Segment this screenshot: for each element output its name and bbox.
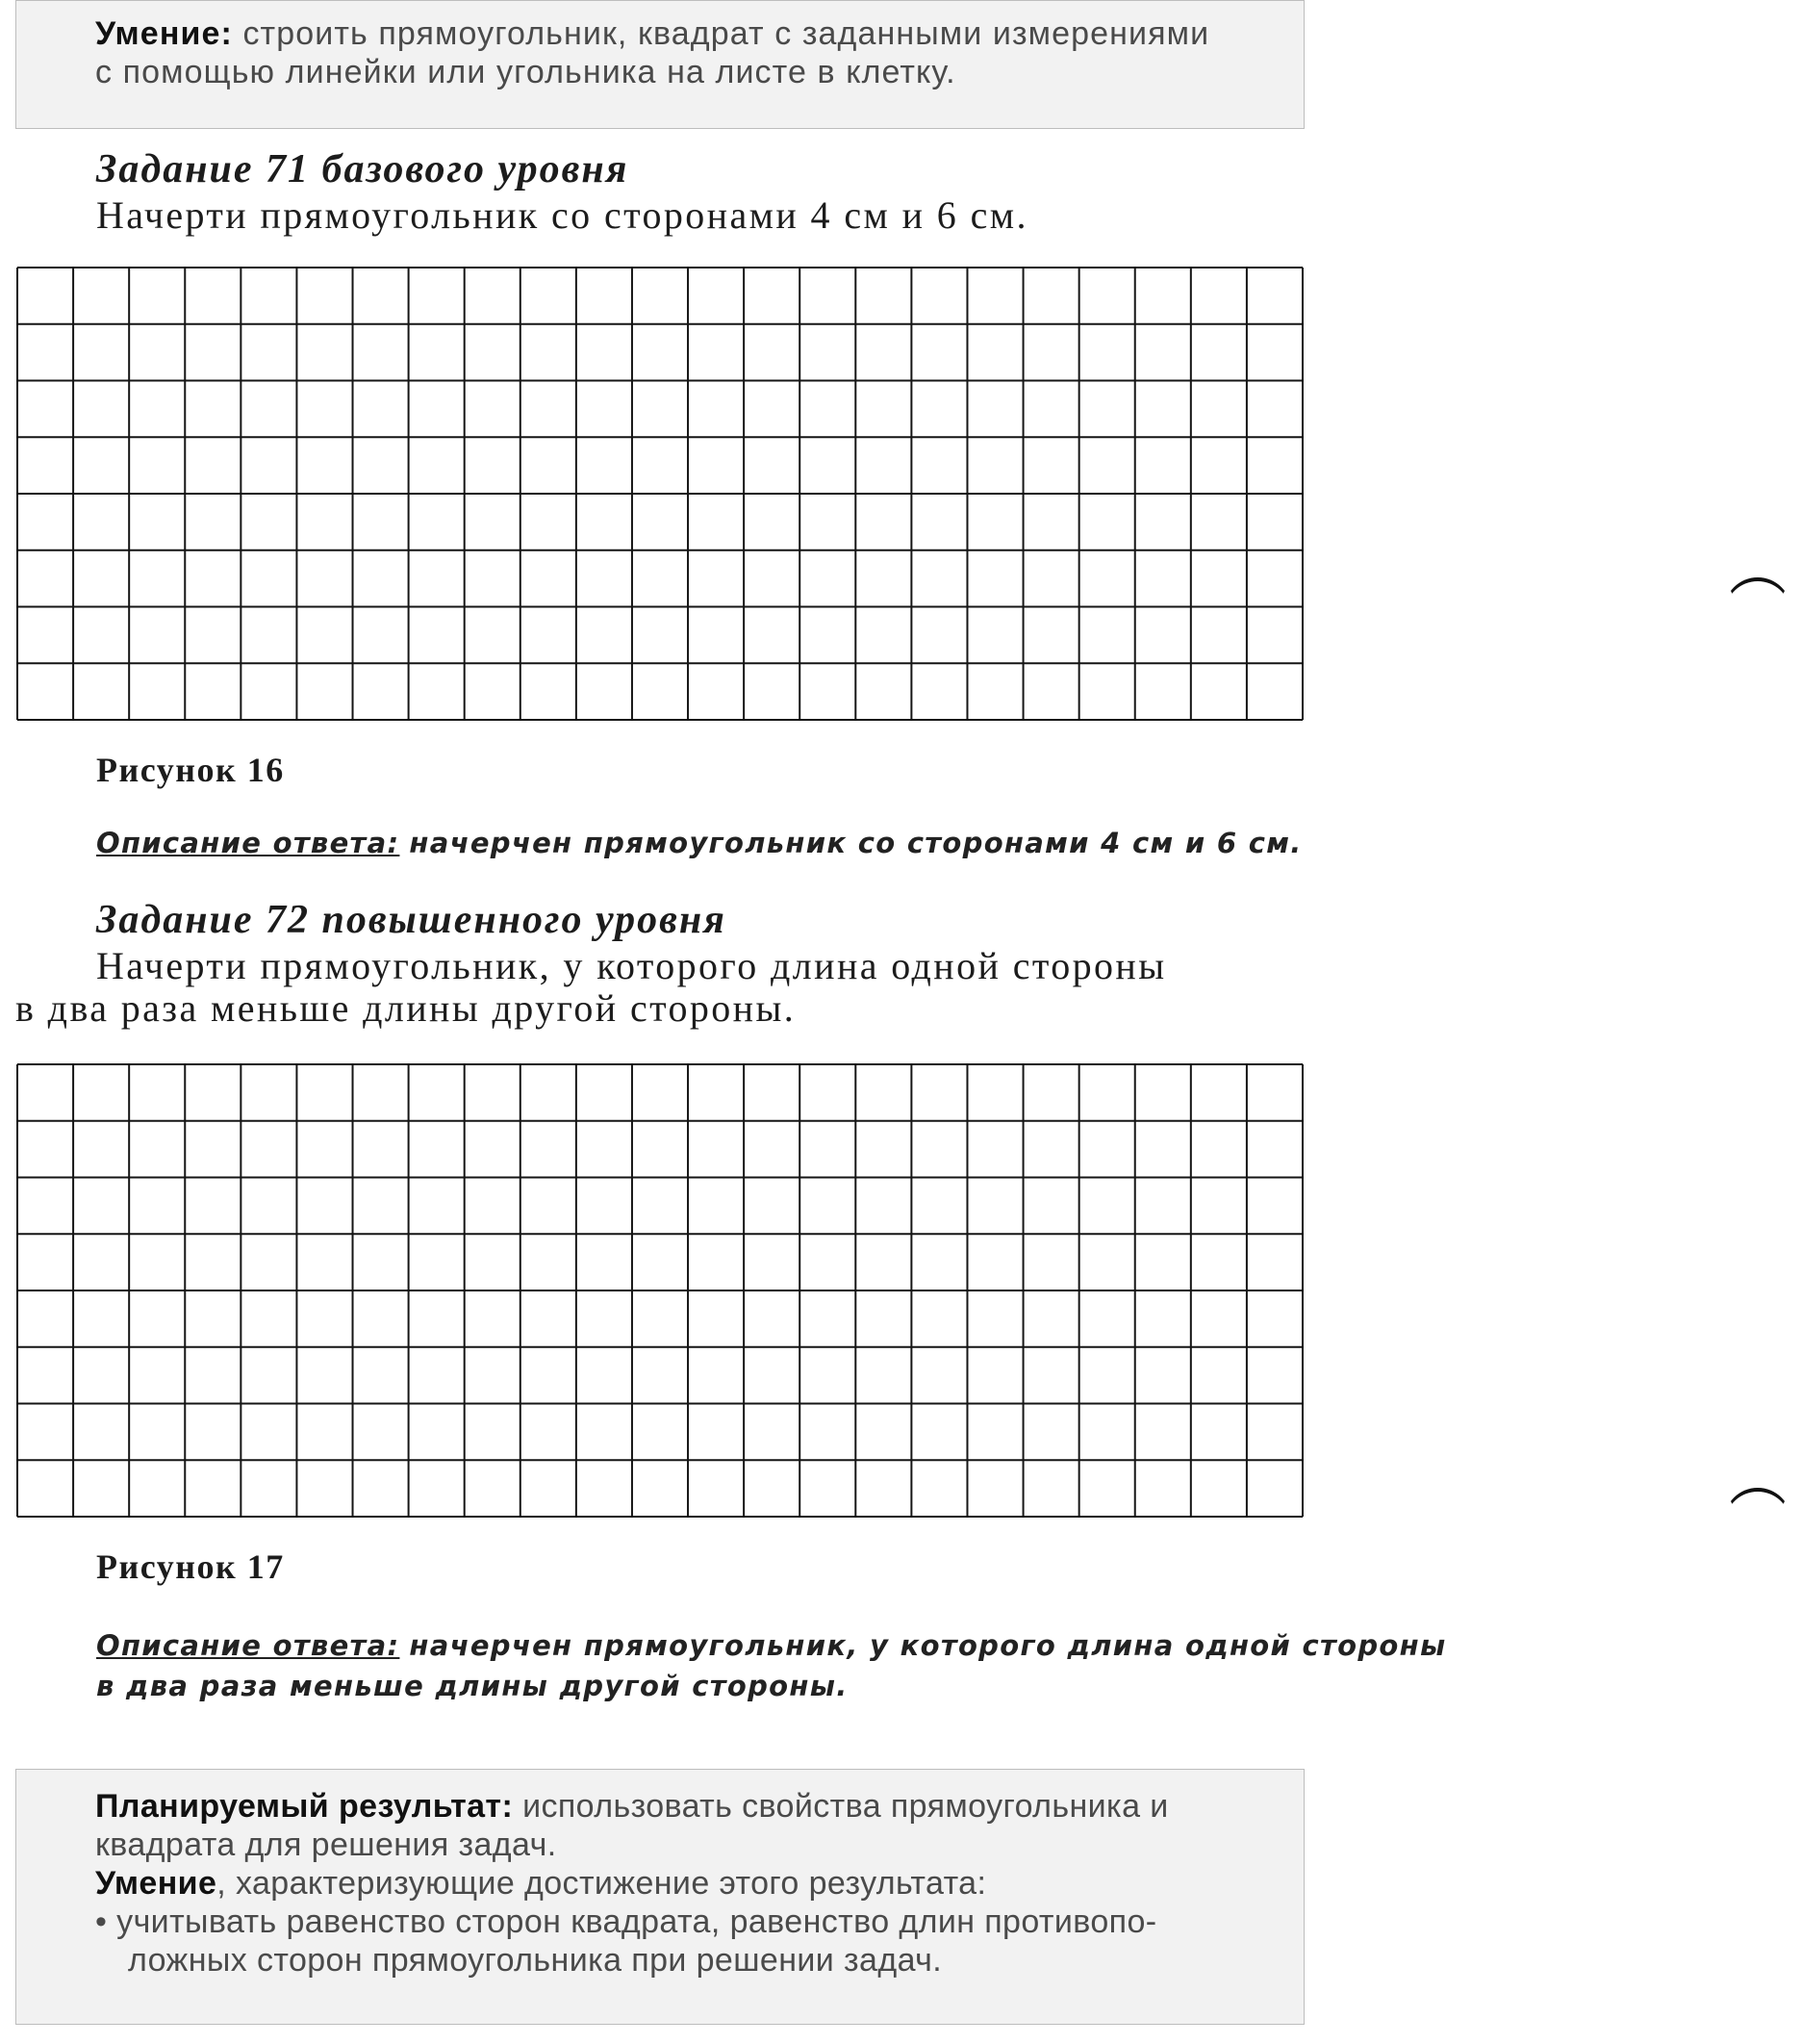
skill-text-2: с помощью линейки или угольника на листе в клетку.: [95, 54, 956, 90]
task-72-answer-line-1: [96, 1626, 1447, 1665]
binder-hole-icon: [1724, 1488, 1791, 1555]
answer-label: Описание ответа:: [96, 1629, 400, 1662]
result-text-1: использовать свойства прямоугольника и: [522, 1788, 1169, 1825]
bullet-line-1: [95, 1903, 1282, 1941]
result-text-2: квадрата для решения задач.: [95, 1827, 557, 1863]
result-line-1: [95, 1787, 1282, 1826]
binder-hole-icon: [1724, 577, 1791, 645]
planned-result-box: [15, 1769, 1305, 2025]
skill-text-bottom: , характеризующие достижение этого результата:: [216, 1865, 987, 1902]
skill-label-bottom: Умение: [95, 1865, 217, 1902]
bullet-text-1: учитывать равенство сторон квадрата, равенство длин противопо-: [116, 1903, 1157, 1940]
skill-line-1: [95, 14, 1304, 53]
task-71-answer: [96, 824, 1303, 862]
skill-line: [95, 1864, 1282, 1903]
bullet-text-2: ложных сторон прямоугольника при решении задач.: [128, 1942, 943, 1979]
task-72-answer-line-2: в два раза меньше длины другой стороны.: [96, 1670, 849, 1702]
task-71-title: Задание 71 базового уровня: [96, 147, 629, 192]
task-72-title: Задание 72 повышенного уровня: [96, 898, 726, 942]
bullet-icon: •: [95, 1903, 108, 1940]
result-label: Планируемый результат:: [95, 1788, 514, 1825]
skill-text-1: строить прямоугольник, квадрат с заданными измерениями: [242, 15, 1210, 52]
answer-label: Описание ответа:: [96, 827, 400, 859]
answer-text: начерчен прямоугольник со сторонами 4 см и 6 см.: [409, 827, 1303, 859]
task-72-text-line-2: в два раза меньше длины другой стороны.: [15, 986, 797, 1030]
task-72-text-line-1: Начерти прямоугольник, у которого длина одной стороны: [96, 944, 1167, 987]
grid-task-71[interactable]: [15, 266, 1305, 722]
figure-17-label: Рисунок 17: [96, 1547, 285, 1586]
skill-label: Умение:: [95, 15, 233, 52]
task-71-text: Начерти прямоугольник со сторонами 4 см и 6 см.: [96, 193, 1028, 237]
skill-box-top: [15, 0, 1305, 129]
grid-task-72[interactable]: [15, 1062, 1305, 1519]
answer-text-1: начерчен прямоугольник, у которого длина одной стороны: [409, 1629, 1447, 1662]
figure-16-label: Рисунок 16: [96, 751, 285, 789]
